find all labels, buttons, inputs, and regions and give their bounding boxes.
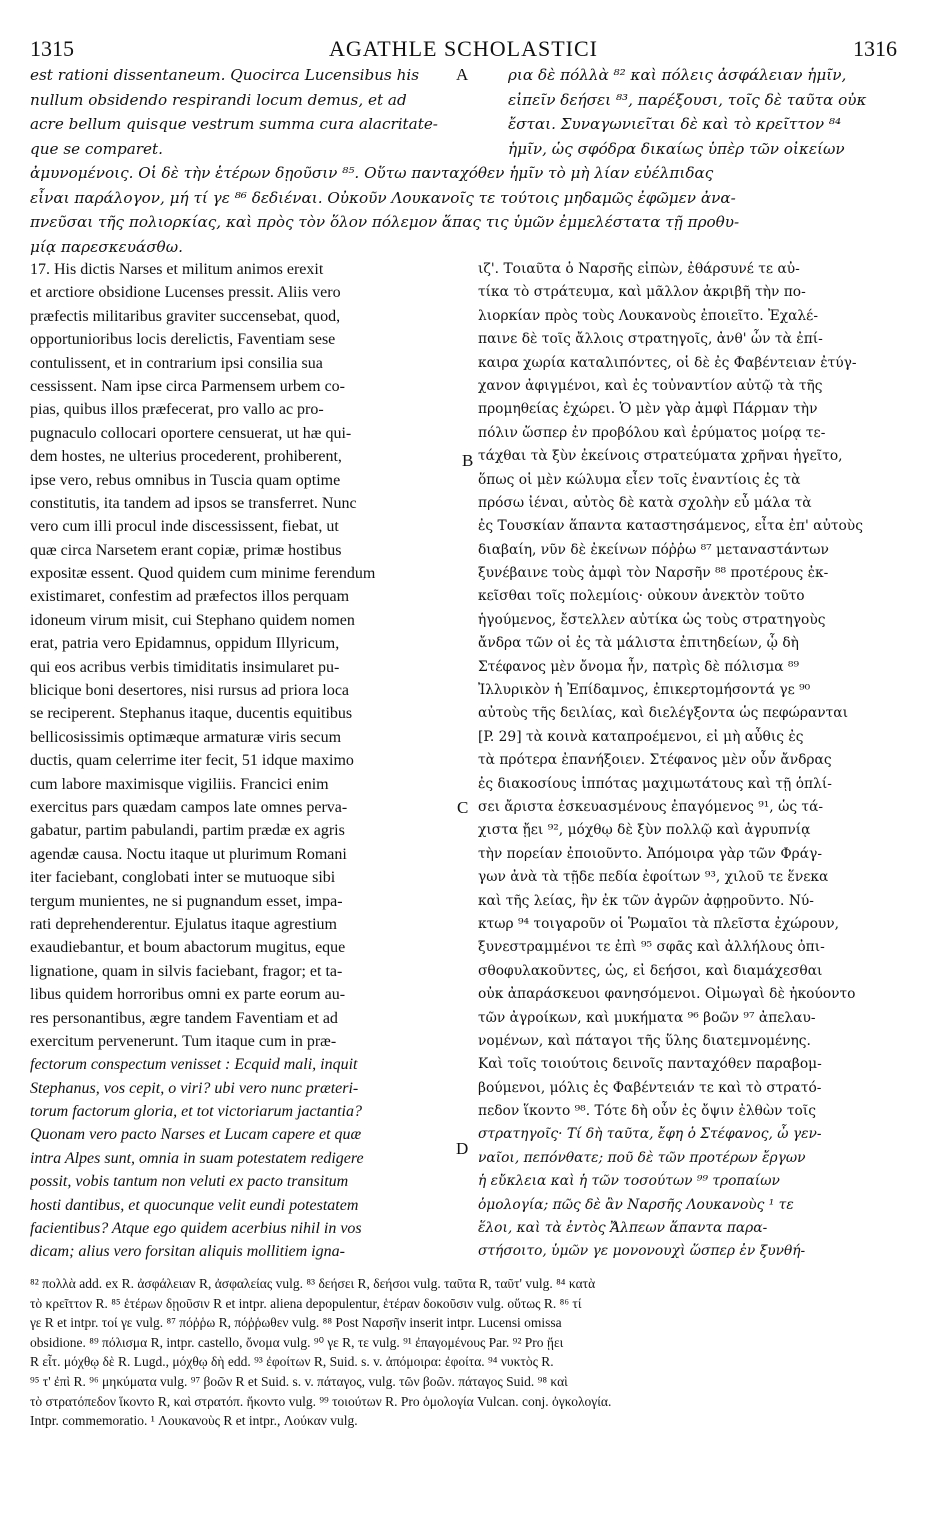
greek-text-line: καιρα χωρία καταλιπόντες, οἱ δὲ ἐς Φαβέντειαν ἐτύγ- xyxy=(478,354,857,371)
greek-line: εἰπεῖν δεήσει ⁸³, παρέξουσι, τοῖς δὲ ταῦτα οὐκ xyxy=(508,90,867,109)
latin-text-line: fectorum conspectum venisset : Ecquid mali, inquit xyxy=(30,1056,358,1074)
latin-text-line: erat, patria vero Epidamnus, oppidum Illyricum, xyxy=(30,635,340,653)
latin-text-line: possit, vobis tantum non veluti ex pacto transitum xyxy=(30,1173,349,1191)
greek-text-line: κεῖσθαι τοῖς πολεμίοις· οὐκουν ἀνεκτὸν τοῦτο xyxy=(478,588,805,605)
greek-text-line: ἕλοι, καὶ τὰ ἐντὸς Ἄλπεων ἅπαντα παρα- xyxy=(478,1220,768,1237)
latin-text-line: contulissent, et in contrarium ipsi consilia sua xyxy=(30,354,323,372)
footnote-line: Intpr. commemoratio. ¹ Λουκανοὺς R et intpr., Λούκαν vulg. xyxy=(30,1413,358,1429)
latin-text-line: præfectis militaribus graviter succensebat, quod, xyxy=(30,307,341,325)
greek-text-line: ὁμολογία; πῶς δὲ ἂν Ναρσῆς Λουκανοὺς ¹ τε xyxy=(478,1196,794,1213)
latin-text-line: res personantibus, ægre tandem Faventiam et ad xyxy=(30,1009,338,1027)
parallel-row xyxy=(30,112,900,137)
latin-text-line: ductis, quam celerrime iter fecit, 51 idque maximo xyxy=(30,752,354,770)
greek-full-line: μίᾳ παρεσκευάσθω. xyxy=(30,237,183,256)
latin-text-line: qui eos acribus verbis timiditatis insimularet pu- xyxy=(30,658,340,676)
greek-text-line: τίκα τὸ στράτευμα, καὶ μᾶλλον ἀκριβῆ τὴν πο- xyxy=(478,284,806,301)
greek-text-line: χανον ἀφιγμένοι, καὶ ἐς τοὐναντίον αὐτῷ τὰ τῆς xyxy=(478,377,823,394)
full-width-row xyxy=(30,210,900,235)
latin-text-line: agendæ causa. Noctu itaque ut plurimum Romani xyxy=(30,845,347,863)
greek-full-line: ἀμυνομένοις. Οἱ δὲ τὴν ἑτέρων δῃοῦσιν ⁸⁵. Οὕτω πανταχόθεν ἡμῖν τὸ μὴ λίαν εὐέλπιδας xyxy=(30,164,714,182)
running-title: AGATHLE SCHOLASTICI xyxy=(329,36,598,61)
greek-column xyxy=(478,258,900,1264)
greek-text-line: ἄνδρα τῶν οἱ ἐς τὰ μάλιστα ἐπιτηδείων, ᾧ δὴ xyxy=(478,635,799,652)
latin-text-line: cessissent. Nam ipse circa Parmensem urbem co- xyxy=(30,377,346,395)
greek-text-line: ἐς διακοσίους ἱππότας μαχιμωτάτους καὶ τῇ ὁπλί- xyxy=(478,775,832,792)
latin-text-line: dem hostes, ne ulterius procederent, prohiberent, xyxy=(30,448,342,466)
greek-text-line: ιζ'. Τοιαῦτα ὁ Ναρσῆς εἰπὼν, ἐθάρσυνέ τε αὐ- xyxy=(478,261,800,277)
greek-text-line: διαβαίη, νῦν δὲ ἐκείνων πόῤῥω ⁸⁷ μεταναστάντων xyxy=(478,541,829,558)
full-width-row xyxy=(30,161,900,186)
greek-text-line: ὅπως οἱ μὲν κώλυμα εἶεν τοῖς ἐναντίοις ἐς τὰ xyxy=(478,471,801,488)
latin-text-line: exercitum pervenerunt. Tum itaque cum in præ- xyxy=(30,1032,337,1050)
latin-text-line: lignatione, quam in silvis faciebant, fragor; et ta- xyxy=(30,962,343,980)
footnote-line: R εἶτ. μόχθῳ δὲ R. Lugd., μόχθῳ δὴ edd. ⁹³ ἐφοίτων R, Suid. s. v. ἀπόμοιρα: ἐφοίτα. ⁹⁴ νυκτὸς R. xyxy=(30,1354,554,1370)
latin-text-line: se reciperent. Stephanus itaque, ducentis equitibus xyxy=(30,705,353,723)
latin-text-line: gabatur, partim pabulandi, partim prædæ ex agris xyxy=(30,822,345,840)
latin-text-line: et arctiore obsidione Lucenses pressit. Aliis vero xyxy=(30,284,341,302)
greek-text-line: σει ἄριστα ἐσκευασμένους ἐπαγόμενος ⁹¹, ὡς τά- xyxy=(478,798,824,815)
greek-text-line: προμηθείας ἐχώρει. Ὁ μὲν γὰρ ἀμφὶ Πάρμαν τὴν xyxy=(478,401,818,418)
greek-text-line: χιστα ᾔει ⁹², μόχθῳ δὲ ξὺν πολλῷ καὶ ἀγρυπνίᾳ xyxy=(478,822,811,839)
greek-text-line: ἐς Τουσκίαν ἅπαντα καταστησάμενος, εἶτα ἐπ' αὐτοὺς xyxy=(478,518,863,535)
latin-text-line: tergum munientes, ne si pugnandum esset, impa- xyxy=(30,892,343,910)
greek-text-line: [P. 29] τὰ κοινὰ καταπροέμενοι, εἰ μὴ αὖθις ἐς xyxy=(478,728,804,745)
footnote-line: γε R et intpr. τοί γε vulg. ⁸⁷ πόῤῥω R, πόῤῥωθεν vulg. ⁸⁸ Post Ναρσῆν inserit intpr. Lucensi omissa xyxy=(30,1315,562,1331)
greek-text-line: νομένων, καὶ πάταγοι τῆς ὕλης διατεμνομένης. xyxy=(478,1032,811,1049)
latin-text-line: exaudiebantur, et boum abactorum mugitus, eque xyxy=(30,939,346,957)
latin-text-line: hosti dantibus, et quocunque velit eundi potestatem xyxy=(30,1196,359,1214)
greek-text-line: ἡγούμενος, ἔστελλεν αὐτίκα ὡς τοὺς στρατηγοὺς xyxy=(478,611,826,628)
latin-text-line: opportunioribus locis derelictis, Faventiam sese xyxy=(30,331,336,349)
greek-text-line: γων ἀνὰ τὰ τῇδε πεδία ἐφοίτων ⁹³, χιλοῦ τε ἕνεκα xyxy=(478,869,829,886)
latin-text-line: idoneum virum misit, cui Stephano quidem nomen xyxy=(30,611,355,629)
greek-text-line: κτωρ ⁹⁴ τοιγαροῦν οἱ Ῥωμαῖοι τὰ πλεῖστα ἐχώρουν, xyxy=(478,915,840,932)
greek-line: ἔσται. Συναγωνιεῖται δὲ καὶ τὸ κρεῖττον ⁸⁴ xyxy=(508,115,842,133)
greek-text-line: ἡ εὔκλεια καὶ ἡ τῶν τοσούτων ⁹⁹ τροπαίων xyxy=(478,1173,780,1190)
greek-text-line: Στέφανος μὲν ὄνομα ἦν, πατρὶς δὲ πόλισμα ⁸⁹ xyxy=(478,658,799,675)
footnote-line: ⁸² πολλὰ add. ex R. ἀσφάλειαν R, ἀσφαλείας vulg. ⁸³ δεήσει R, δεήσοι vulg. ταῦτα R, ταῦτ' vulg. ⁸⁴ κατὰ xyxy=(30,1276,596,1291)
greek-text-line: στήσοιτο, ὑμῶν γε μονονουχὶ ὥσπερ ἐν ξυνθή- xyxy=(478,1243,806,1260)
latin-text-line: vero cum illi procul inde discessissent, fiebat, ut xyxy=(30,518,339,536)
latin-text-line: constitutis, ita tandem ad ipsos se transferret. Nunc xyxy=(30,494,357,512)
latin-text-line: ipse vero, rebus omnibus in Tuscia quam optime xyxy=(30,471,341,489)
latin-text-line: exercitus pars quædam campos late omnes perva- xyxy=(30,798,348,816)
latin-text-line: quæ circa Narsetem erant copiæ, primæ hostibus xyxy=(30,541,342,559)
latin-text-line: Stephanus, vos cepit, o viri? ubi vero nunc præteri- xyxy=(30,1079,359,1097)
latin-text-line: existimaret, confestim ad præfectos illos perquam xyxy=(30,588,350,606)
running-header xyxy=(30,36,897,66)
footnotes xyxy=(30,1274,899,1431)
page-number-right: 1316 xyxy=(853,36,897,61)
latin-text-line: expositæ essent. Quod quidem cum minime ferendum xyxy=(30,565,376,583)
greek-text-line: πόλιν ὥσπερ ἐν προβόλου καὶ ἐρύματος μοίρᾳ τε- xyxy=(478,424,826,441)
latin-text-line: dicam; alius vero forsitan aliquis mollitiem igna- xyxy=(30,1243,345,1261)
greek-line: ρια δὲ πόλλὰ ⁸² καὶ πόλεις ἀσφάλειαν ἡμῖν, xyxy=(508,66,847,84)
footnote-line: τὸ στρατόπεδον ἵκοντο R, καὶ στρατόπ. ἥκοντο vulg. ⁹⁹ τοιούτων R. Pro ὁμολογία Vulcan. conj. ὀγκολογία. xyxy=(30,1393,612,1409)
full-width-row xyxy=(30,235,900,260)
greek-text-line: τάχθαι τὰ ξὺν ἐκείνοις στρατεύματα χρῆναι ἡγεῖτο, xyxy=(478,448,843,465)
latin-text-line: pias, quibus illos præfecerat, pro vallo ac pro- xyxy=(30,401,324,419)
latin-text-line: blicique boni desertores, nisi rursus ad priora loca xyxy=(30,682,350,700)
greek-text-line: οὐκ ἀπαράσκευοι φανησόμενοι. Οἰμωγαὶ δὲ ἠκούοντο xyxy=(478,986,856,1003)
greek-text-line: Ἰλλυρικὸν ἡ Ἐπίδαμνος, ἐπικερτομήσοντά γε ⁹⁰ xyxy=(478,682,811,699)
latin-text-line: facientibus? Atque ego quidem acerbius nihil in vos xyxy=(30,1220,362,1238)
latin-text-line: iter faciebant, conglobati inter se mutuoque sibi xyxy=(30,869,336,887)
latin-text-line: libus quidem horroribus omni ex parte eorum au- xyxy=(30,986,346,1004)
margin-letter-d: D xyxy=(456,1139,469,1158)
greek-text-line: πεδον ἵκοντο ⁹⁸. Τότε δὴ οὖν ἐς ὄψιν ἐλθὼν τοῖς xyxy=(478,1103,816,1120)
greek-text-line: ναῖοι, πεπόνθατε; ποῦ δὲ τῶν προτέρων ἔργων xyxy=(478,1149,806,1166)
latin-text-line: 17. His dictis Narses et militum animos erexit xyxy=(30,261,324,278)
greek-text-line: Καὶ τοῖς τοιούτοις δεινοῖς πανταχόθεν παραβομ- xyxy=(478,1056,822,1073)
parallel-row xyxy=(30,88,900,113)
page-number-left: 1315 xyxy=(30,36,74,61)
greek-text-line: στρατηγοῖς· Τί δὴ ταῦτα, ἔφη ὁ Στέφανος, ὦ γεν- xyxy=(478,1126,822,1143)
footnote-line: obsidione. ⁸⁹ πόλισμα R, intpr. castello, ὄνομα vulg. ⁹⁰ γε R, τε vulg. ⁹¹ ἐπαγομένους Par. ⁹² Pro ᾔει xyxy=(30,1334,564,1350)
margin-letter-b: B xyxy=(462,451,474,470)
latin-column xyxy=(30,258,458,1264)
parallel-row xyxy=(30,137,900,162)
greek-text-line: τῶν ἀγροίκων, καὶ μυκήματα ⁹⁶ βοῶν ⁹⁷ ἀπελαυ- xyxy=(478,1009,816,1026)
greek-text-line: βούμενοι, μόλις ἐς Φαβέντειάν τε καὶ τὸ στρατό- xyxy=(478,1079,822,1096)
latin-text-line: intra Alpes sunt, omnia in suam potestatem redigere xyxy=(30,1149,364,1167)
latin-text-line: Quonam vero pacto Narses et Lucam capere et quæ xyxy=(30,1126,362,1144)
greek-text-line: σθοφυλακοῦντες, ὡς, εἰ δεήσοι, καὶ διαμάχεσθαι xyxy=(478,962,823,979)
latin-line: nullum obsidendo respirandi locum demus, et ad xyxy=(30,90,407,109)
latin-text-line: bellicosissimis optimæque armaturæ viris secum xyxy=(30,728,342,746)
latin-line: acre bellum quisque vestrum summa cura alacritate- xyxy=(30,115,438,133)
greek-text-line: πρόσω ἰέναι, αὐτὸς δὲ κατὰ σχολὴν εὖ μάλα τὰ xyxy=(478,494,812,511)
greek-full-line: εἶναι παράλογον, μή τί γε ⁸⁶ δεδιέναι. Οὐκοῦν Λουκανοῖς τε τούτοις μηδαμῶς ἐφῶμεν ἀνα- xyxy=(30,188,736,207)
greek-text-line: παινε δὲ τοῖς ἄλλοις στρατηγοῖς, ἀνθ' ὧν τὰ ἐπί- xyxy=(478,331,823,348)
latin-text-line: torum factorum gloria, et tot victoriarum jactantia? xyxy=(30,1103,362,1121)
latin-line: est rationi dissentaneum. Quocirca Lucensibus his xyxy=(30,66,420,84)
footnote-line: τὸ κρεῖττον R. ⁸⁵ ἑτέρων δῃοῦσιν R et intpr. aliena depopulentur, ἑτέραν δοκοῦσιν vulg. οὕτως R. ⁸⁶ τί xyxy=(30,1295,582,1311)
latin-text-line: rati deprehenderentur. Ejulatus itaque agrestium xyxy=(30,915,337,933)
footnote-line: ⁹⁵ τ' ἐπὶ R. ⁹⁶ μηκύματα vulg. ⁹⁷ βοῶν R et Suid. s. v. πάταγος, vulg. τῶν βοῶν. πάταγος Suid. ⁹⁸ καὶ xyxy=(30,1373,568,1389)
greek-text-line: καὶ τῆς λείας, ἣν ἐκ τῶν ἀγρῶν ἀφῃροῦντο. Νύ- xyxy=(478,892,814,909)
greek-text-line: αὐτοὺς τῆς δειλίας, καὶ διελέγξοντα ὡς πεφώρανται xyxy=(478,705,849,722)
margin-letter-a: A xyxy=(456,65,469,84)
latin-text-line: cum labore maximisque vigiliis. Francici enim xyxy=(30,775,329,793)
greek-text-line: τὰ πρότερα ἐπανήξοιεν. Στέφανος μὲν οὖν ἄνδρας xyxy=(478,752,832,769)
greek-text-line: τὴν πορείαν ἐποιοῦντο. Ἀπόμοιρα γὰρ τῶν Φράγ- xyxy=(478,845,822,862)
greek-full-line: πνεῦσαι τῆς πολιορκίας, καὶ πρὸς τὸν ὅλον πόλεμον ἅπας τις ὑμῶν ἐμμελέστατα τῇ προθυ- xyxy=(30,213,740,231)
full-width-row xyxy=(30,186,900,211)
speech-continuation xyxy=(30,63,900,259)
latin-text-line: pugnaculo collocari oportere censuerat, ut hæ qui- xyxy=(30,424,352,442)
greek-text-line: λιορκίαν πρὸς τοὺς Λουκανοὺς ἐποιεῖτο. Ἐχαλέ- xyxy=(478,307,818,324)
greek-line: ἡμῖν, ὡς σφόδρα δικαίως ὑπὲρ τῶν οἰκείων xyxy=(508,139,845,158)
greek-text-line: ξυνέβαινε τοὺς ἀμφὶ τὸν Ναρσῆν ⁸⁸ προτέρους ἐκ- xyxy=(478,565,829,582)
greek-text-line: ξυνεστραμμένοι τε ἐπὶ ⁹⁵ σφᾶς καὶ ἀλλήλους ὀπι- xyxy=(478,939,825,956)
margin-letter-c: C xyxy=(457,798,469,817)
latin-line: que se comparet. xyxy=(30,139,163,158)
